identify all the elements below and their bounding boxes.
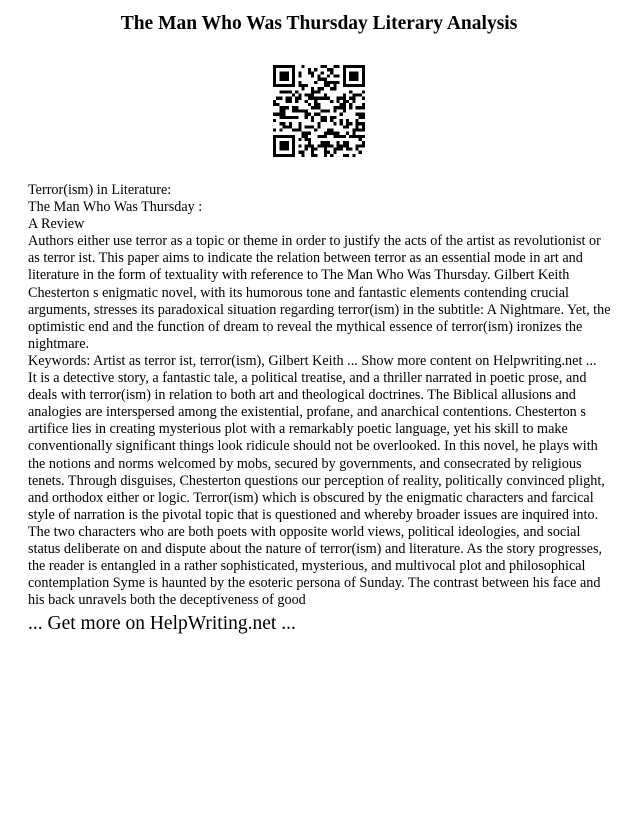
heading-line: The Man Who Was Thursday :	[28, 199, 203, 216]
heading-line: A Review	[28, 216, 85, 233]
heading-line: Terror(ism) in Literature:	[28, 182, 172, 198]
get-more-link[interactable]: ... Get more on HelpWriting.net ...	[28, 613, 296, 634]
document-body	[28, 182, 614, 609]
qr-code-icon	[273, 65, 365, 157]
keywords-line: Keywords: Artist as terror ist, terror(ism), Gilbert Keith ... Show more content on Helpwriting.net ...	[28, 352, 597, 369]
document-title: The Man Who Was Thursday Literary Analysis	[120, 13, 518, 34]
abstract-paragraph: Authors either use terror as a topic or theme in order to justify the acts of the artist as revolutionist or as terror ist. This paper aims to indicate the relation between terror as an essential mode in art and literature in the form of textuality with reference to The Man Who Was Thursday. Gilbert Keith Chesterton s enigmatic novel, with its humorous tone and fantastic elements contending crucial arguments, stresses its paradoxical situation regarding terror(ism) in the subtitle: A Nightmare. Yet, the optimistic end and the function of dream to reveal the mythical essence of terror(ism) ironizes the nightmare.	[28, 233, 611, 352]
body-paragraph: It is a detective story, a fantastic tale, a political treatise, and a thriller narrated in poetic prose, and deals with terror(ism) in relation to both art and theological doctrines. The Biblical allusions and analogies are interspersed among the existential, profane, and anarchical contentions. Chesterton s artifice lies in creating mysterious plot with a remarkably poetic language, yet his skill to make conventionally significant things look ridicule should not be overlooked. In this novel, he plays with the notions and norms welcomed by mobs, secured by governments, and consecrated by religious tenets. Through disguises, Chesterton questions our perception of reality, politically convinced plight, and orthodox either or logic. Terror(ism) which is obscured by the enigmatic characters and farcical style of narration is the pivotal topic that is questioned and whereby broader issues are inquired into. The two characters who are both poets with opposite world views, political ideologies, and social status deliberate on and dispute about the nature of terror(ism) and literature. As the story progresses, the reader is entangled in a rather sophisticated, mysterious, and multivocal plot and philosophical contemplation Syme is haunted by the esoteric persona of Sunday. The contrast between his face and his back unravels both the deceptiveness of good	[28, 370, 605, 609]
